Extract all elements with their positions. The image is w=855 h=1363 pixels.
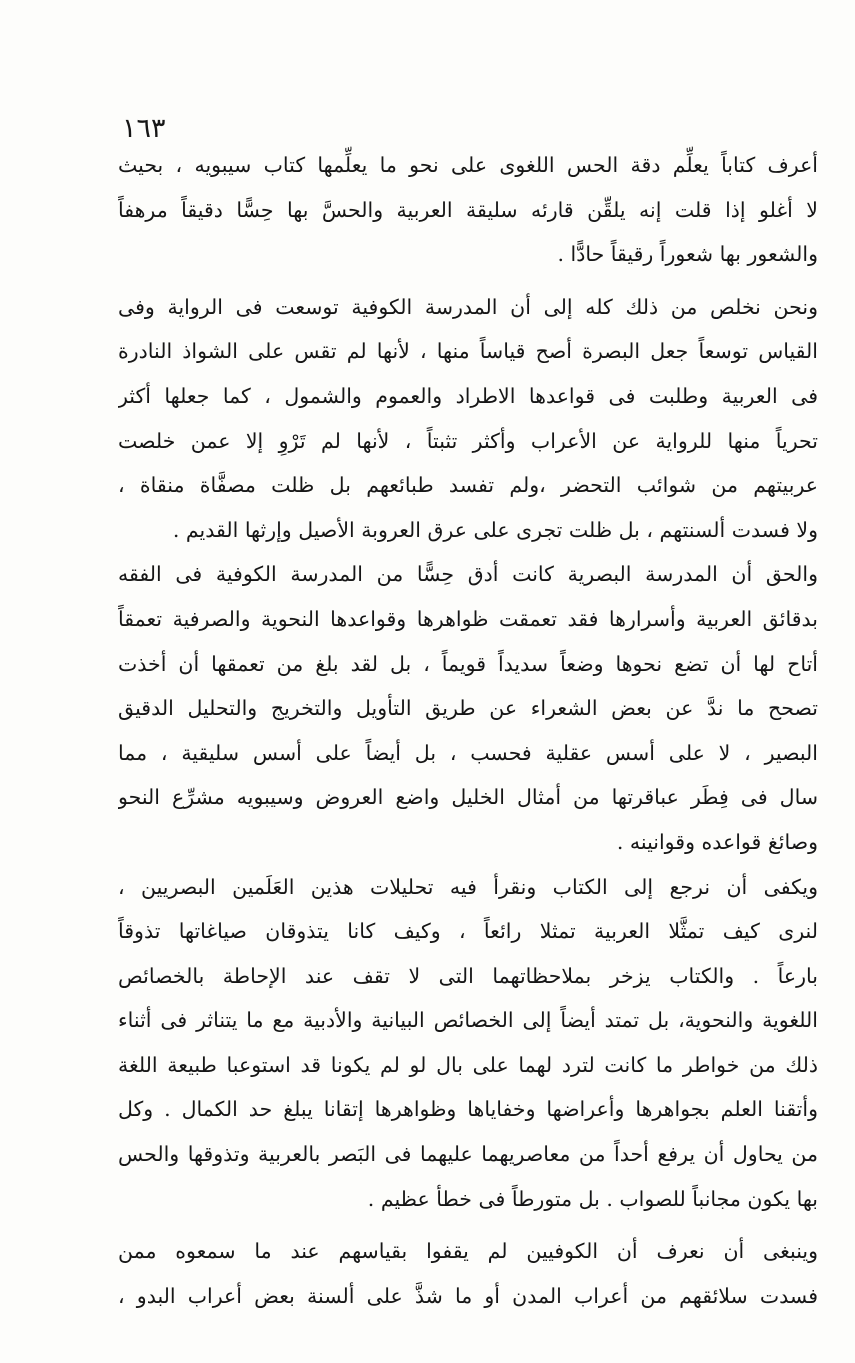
paragraph-5	[118, 1229, 818, 1318]
body-text	[118, 143, 818, 1318]
text-line: ويكفى أن نرجع إلى الكتاب ونقرأ فيه تحليلات هذين العَلَمين البصريين ،	[118, 874, 818, 899]
text-line: تحرياً منها للرواية عن الأعراب وأكثر تثبتاً ، لأنها لم تَرْوِ إلا عمن خلصت	[118, 428, 818, 453]
text-line: بها يكون مجانباً للصواب . بل متورطاً فى خطأ عظيم .	[367, 1186, 818, 1211]
paragraph-4	[118, 865, 818, 1222]
text-line: لنرى كيف تمثَّلا العربية تمثلا رائعاً ، وكيف كانا يتذوقان صياغاتها تذوقاً	[118, 919, 818, 944]
text-line: القياس توسعاً جعل البصرة أصح قياساً منها ، لأنها لم تقس على الشواذ النادرة	[118, 339, 818, 364]
text-line: ذلك من خواطر ما كانت لترد لهما على بال لو لم يكونا قد استوعبا طبيعة اللغة	[118, 1052, 818, 1077]
text-line: اللغوية والنحوية، بل تمتد أيضاً إلى الخصائص البيانية والأدبية مع ما يتناثر فى أثناء	[118, 1008, 818, 1033]
paragraph-2	[118, 285, 818, 553]
text-line: وأتقنا العلم بجواهرها وأعراضها وخفاياها وظواهرها إتقانا يبلغ حد الكمال . وكل	[118, 1097, 818, 1122]
text-line: ونحن نخلص من ذلك كله إلى أن المدرسة الكوفية توسعت فى الرواية وفى	[118, 294, 818, 319]
paragraph-1	[118, 143, 818, 277]
page-number: ١٦٣	[122, 113, 166, 144]
text-line: أعرف كتاباً يعلِّم دقة الحس اللغوى على نحو ما يعلِّمها كتاب سيبويه ، بحيث	[118, 153, 818, 177]
text-line: من يحاول أن يرفع أحداً من معاصريهما عليهما فى البَصر بالعربية وتذوقها والحس	[118, 1142, 818, 1167]
text-line: والشعور بها شعوراً رقيقاً حادًّا .	[557, 242, 818, 267]
text-line: عربيتهم من شوائب التحضر ،ولم تفسد طبائعهم بل ظلت مصفَّاة منقاة ،	[118, 473, 818, 498]
text-line: والحق أن المدرسة البصرية كانت أدق حِسًّا من المدرسة الكوفية فى الفقه	[118, 562, 818, 587]
text-line: فسدت سلائقهم من أعراب المدن أو ما شذَّ على ألسنة بعض أعراب البدو ،	[118, 1283, 818, 1308]
paragraph-3	[118, 552, 818, 864]
text-line: سال فى فِطَر عباقرتها من أمثال الخليل واضع العروض وسيبويه مشرِّع النحو	[118, 785, 818, 810]
text-line: أتاح لها أن تضع نحوها وضعاً سديداً قويماً ، بل لقد بلغ من تعمقها أن أخذت	[118, 651, 818, 676]
text-line: ولا فسدت ألسنتهم ، بل ظلت تجرى على عرق العروبة الأصيل وإرثها القديم .	[172, 517, 818, 542]
text-line: لا أغلو إذا قلت إنه يلقِّن قارئه سليقة العربية والحسَّ بها حِسًّا دقيقاً مرهفاً	[118, 197, 818, 222]
text-line: وصائغ قواعده وقوانينه .	[616, 829, 818, 854]
text-line: فى العربية وطلبت فى قواعدها الاطراد والعموم والشمول ، كما جعلها أكثر	[118, 383, 818, 408]
text-line: بارعاً . والكتاب يزخر بملاحظاتهما التى لا تقف عند الإحاطة بالخصائص	[118, 963, 818, 988]
text-line: البصير ، لا على أسس عقلية فحسب ، بل أيضاً على أسس سليقية ، مما	[118, 740, 818, 765]
text-line: وينبغى أن نعرف أن الكوفيين لم يقفوا بقياسهم عند ما سمعوه ممن	[118, 1239, 818, 1264]
text-line: بدقائق العربية وأسرارها فقد تعمقت ظواهرها وقواعدها النحوية والصرفية تعمقاً	[118, 606, 818, 631]
text-line: تصحح ما ندَّ عن بعض الشعراء عن طريق التأويل والتخريج والتحليل الدقيق	[118, 696, 818, 721]
